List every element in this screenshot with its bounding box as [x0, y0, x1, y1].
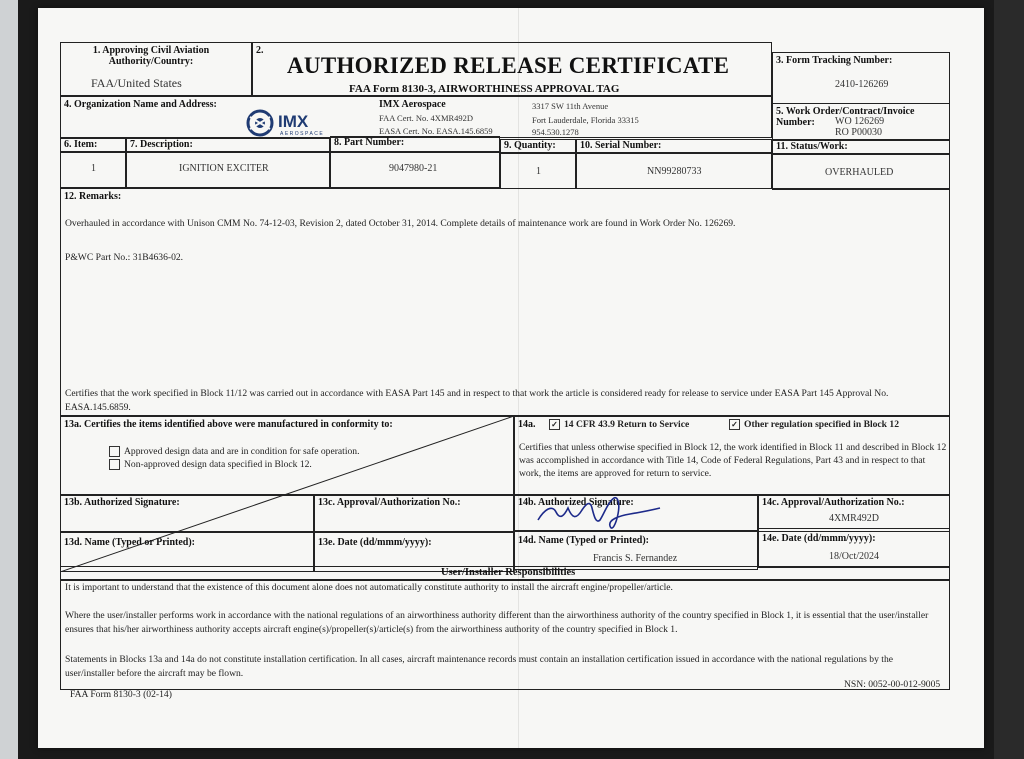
block-14e-label: 14e. Date (dd/mmm/yyyy):	[762, 533, 876, 544]
header-part-number-label: 8. Part Number:	[334, 137, 405, 148]
item-cell	[60, 152, 126, 188]
part-number-cell	[330, 152, 500, 188]
block-13d-label: 13d. Name (Typed or Printed):	[64, 537, 196, 548]
authorized-signature	[534, 490, 664, 540]
block-13a-option-1-label: Approved design data and are in condition for safe operation.	[124, 446, 360, 457]
header-description-label: 7. Description:	[130, 139, 193, 150]
remarks-certification: Certifies that the work specified in Block 11/12 was carried out in accordance with EASA Part 145 and in respect to that work the article is considered ready for release to service under EASA Part 145 Approval No. EASA.145.6859.	[65, 388, 889, 413]
block-2	[252, 42, 772, 96]
serial-value: NN99280733	[647, 166, 702, 177]
description-value: IGNITION EXCITER	[179, 163, 269, 174]
user-installer-paragraph-1: It is important to understand that the existence of this document alone does not automatically constitute authority to install the aircraft engine/propeller/article.	[65, 582, 673, 593]
address-line-2: Fort Lauderdale, Florida 33315	[532, 115, 639, 125]
repair-order-number: RO P00030	[835, 127, 882, 138]
description-cell	[126, 152, 330, 188]
block-13a-label: 13a. Certifies the items identified above were manufactured in conformity to:	[64, 419, 393, 430]
block-5-label: 5. Work Order/Contract/Invoice Number:	[776, 106, 915, 128]
block-1-label: 1. Approving Civil Aviation Authority/Country:	[92, 45, 210, 67]
other-regulation-checkbox[interactable]: ✓	[729, 419, 740, 430]
block-14d-value: Francis S. Fernandez	[593, 553, 678, 564]
quantity-cell	[500, 153, 576, 189]
remarks-line-1: Overhauled in accordance with Unison CMM No. 74-12-03, Revision 2, dated October 31, 2014. Complete details of maintenance work are found in Work Order No. 126269.	[65, 218, 736, 229]
block-13-diagonal-line	[60, 416, 514, 572]
block-14a-option-1	[549, 418, 689, 432]
header-part-number	[330, 136, 500, 152]
quantity-value: 1	[536, 166, 541, 177]
user-installer-section	[60, 580, 950, 690]
block-2-label: 2.	[256, 45, 264, 56]
logo-subtext: AEROSPACE	[280, 131, 325, 137]
nsn-footer: NSN: 0052-00-012-9005	[844, 679, 941, 690]
easa-cert: EASA Cert. No. EASA.145.6859	[379, 126, 493, 136]
form-title: AUTHORIZED RELEASE CERTIFICATE	[287, 53, 730, 78]
block-4-label: 4. Organization Name and Address:	[64, 99, 217, 110]
block-14c-value: 4XMR492D	[829, 513, 880, 524]
approving-authority-value: FAA/United States	[91, 76, 182, 90]
background-left	[0, 0, 18, 759]
remarks-line-2: P&WC Part No.: 31B4636-02.	[65, 252, 184, 263]
work-order-number: WO 126269	[835, 116, 885, 127]
block-4	[60, 96, 772, 138]
block-14e	[758, 528, 950, 568]
status-cell	[772, 154, 950, 190]
header-serial-label: 10. Serial Number:	[580, 140, 662, 151]
logo-text: IMX	[278, 112, 309, 131]
block-13c-label: 13c. Approval/Authorization No.:	[318, 497, 461, 508]
block-12-label: 12. Remarks:	[64, 191, 122, 202]
block-13e-label: 13e. Date (dd/mmm/yyyy):	[318, 537, 432, 548]
block-14a-option-1-label: 14 CFR 43.9 Return to Service	[564, 419, 690, 430]
block-14a-option-2	[729, 418, 899, 432]
form-subtitle: FAA Form 8130-3, AIRWORTHINESS APPROVAL TAG	[349, 83, 620, 95]
block-14a-option-2-label: Other regulation specified in Block 12	[744, 419, 900, 430]
block-14b-label: 14b. Authorized Signature:	[518, 497, 634, 508]
phone-number: 954.530.1278	[532, 127, 579, 137]
block-14c-label: 14c. Approval/Authorization No.:	[762, 497, 905, 508]
header-description	[126, 138, 330, 152]
block-1	[60, 42, 252, 96]
tracking-number-value: 2410-126269	[835, 79, 889, 90]
user-installer-paragraph-2: Where the user/installer performs work in accordance with the national regulations of an airworthiness authority different than the airworthiness authority of the country specified in Block 1, it is essential that the user/installer ensures that his/her airworthiness authority accepts aircraft engine(s)/propeller(s)/article(s) from the airworthiness authority of the country specified in Block 1.	[65, 610, 929, 635]
block-3	[772, 52, 950, 104]
block-14c	[758, 494, 950, 532]
user-installer-heading: User/Installer Responsibilities	[441, 567, 576, 578]
address-line-1: 3317 SW 11th Avenue	[532, 101, 609, 111]
cfr-43-9-checkbox[interactable]: ✓	[549, 419, 560, 430]
header-status-label: 11. Status/Work:	[776, 141, 848, 152]
block-14a-label: 14a.	[518, 419, 536, 430]
block-14e-value: 18/Oct/2024	[829, 551, 879, 562]
header-item-label: 6. Item:	[64, 139, 98, 150]
block-5	[772, 104, 950, 140]
block-14a	[514, 416, 950, 496]
certificate-paper	[38, 8, 984, 748]
status-value: OVERHAULED	[825, 167, 894, 178]
header-status	[772, 140, 950, 154]
block-14d-label: 14d. Name (Typed or Printed):	[518, 535, 650, 546]
user-installer-heading-bar	[60, 566, 950, 580]
form-number-footer: FAA Form 8130-3 (02-14)	[70, 689, 172, 700]
part-number-value: 9047980-21	[389, 163, 438, 174]
org-name: IMX Aerospace	[379, 99, 446, 110]
user-installer-paragraph-3: Statements in Blocks 13a and 14a do not constitute installation certification. In all cases, aircraft maintenance records must contain an installation certification issued in accordance with the national regulations by the user/installer before the aircraft may be flown.	[65, 654, 893, 679]
block-14a-text: Certifies that unless otherwise specified in Block 12, the work identified in Block 11 and described in Block 12 was accomplished in accordance with Title 14, Code of Federal Regulations, Part 43 and in respect to that work, the items are approved for return to service.	[519, 442, 947, 479]
block-3-label: 3. Form Tracking Number:	[776, 55, 893, 66]
item-value: 1	[91, 163, 96, 174]
block-12-remarks	[60, 188, 950, 416]
header-serial	[576, 139, 772, 153]
faa-cert: FAA Cert. No. 4XMR492D	[379, 113, 474, 123]
block-13b-label: 13b. Authorized Signature:	[64, 497, 180, 508]
header-quantity-label: 9. Quantity:	[504, 140, 556, 151]
header-item	[60, 138, 126, 152]
background-right	[994, 0, 1024, 759]
header-quantity	[500, 139, 576, 153]
serial-cell	[576, 153, 772, 189]
block-13a-option-2-label: Non-approved design data specified in Block 12.	[124, 459, 312, 470]
